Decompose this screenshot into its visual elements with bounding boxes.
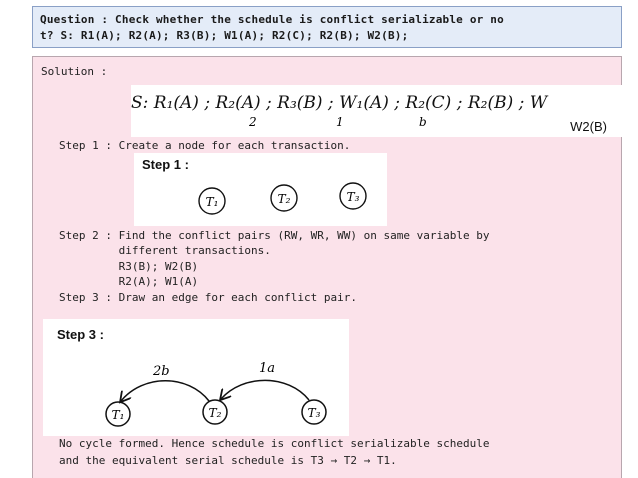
question-line-1: Question : Check whether the schedule is conflict serializable or no	[40, 13, 504, 26]
graph-node-t2-label: T₂	[208, 406, 222, 420]
question-line-2: t? S: R1(A); R2(A); R3(B); W1(A); R2(C); R2(B); W2(B);	[40, 29, 409, 42]
question-box	[32, 6, 622, 48]
node-t1	[199, 188, 225, 214]
solution-label: Solution :	[41, 65, 108, 78]
step2-line-4: R2(A); W1(A)	[59, 275, 199, 288]
node-t2	[271, 185, 297, 211]
step2-line-1: Step 2 : Find the conflict pairs (RW, WR, WW) on same variable by	[59, 229, 490, 242]
edge-label-1a: 1a	[259, 361, 276, 376]
schedule-annotation-1: 1	[336, 115, 344, 129]
step3-image-title: Step 3 :	[57, 327, 104, 342]
edge-t3-t2	[221, 380, 309, 400]
step2-line-3: R3(B); W2(B)	[59, 260, 199, 273]
edge-label-2b: 2b	[153, 364, 170, 379]
schedule-annotation-b: b	[419, 115, 427, 129]
graph-node-t1-label: T₁	[111, 408, 125, 422]
graph-node-t3	[302, 400, 326, 424]
step3-image	[43, 319, 349, 436]
node-t2-label: T₂	[277, 192, 291, 206]
conclusion-line-2: and the equivalent serial schedule is T3 → T2 → T1.	[59, 454, 397, 467]
step1-nodes-svg	[134, 153, 387, 226]
step2-line-2: different transactions.	[59, 244, 271, 257]
schedule-annotation-2: 2	[249, 115, 257, 129]
step1-text: Step 1 : Create a node for each transaction.	[59, 139, 351, 152]
edge-t2-t1	[121, 381, 209, 401]
graph-node-t3-label: T₃	[307, 406, 321, 420]
step1-image-title: Step 1 :	[142, 157, 189, 172]
conclusion-line-1: No cycle formed. Hence schedule is conflict serializable schedule	[59, 437, 490, 450]
schedule-image	[131, 85, 625, 137]
solution-box	[32, 56, 622, 478]
node-t3	[340, 183, 366, 209]
step3-graph-svg	[43, 319, 349, 436]
step1-image	[134, 153, 387, 226]
schedule-w2b-label: W2(B)	[570, 119, 607, 134]
schedule-handwritten-text: S: R₁(A) ; R₂(A) ; R₃(B) ; W₁(A) ; R₂(C) ; R₂(B) ; W	[131, 93, 548, 113]
graph-node-t2	[203, 400, 227, 424]
node-t1-label: T₁	[205, 195, 219, 209]
graph-node-t1	[106, 402, 130, 426]
node-t3-label: T₃	[346, 190, 360, 204]
step3-text: Step 3 : Draw an edge for each conflict pair.	[59, 291, 358, 304]
